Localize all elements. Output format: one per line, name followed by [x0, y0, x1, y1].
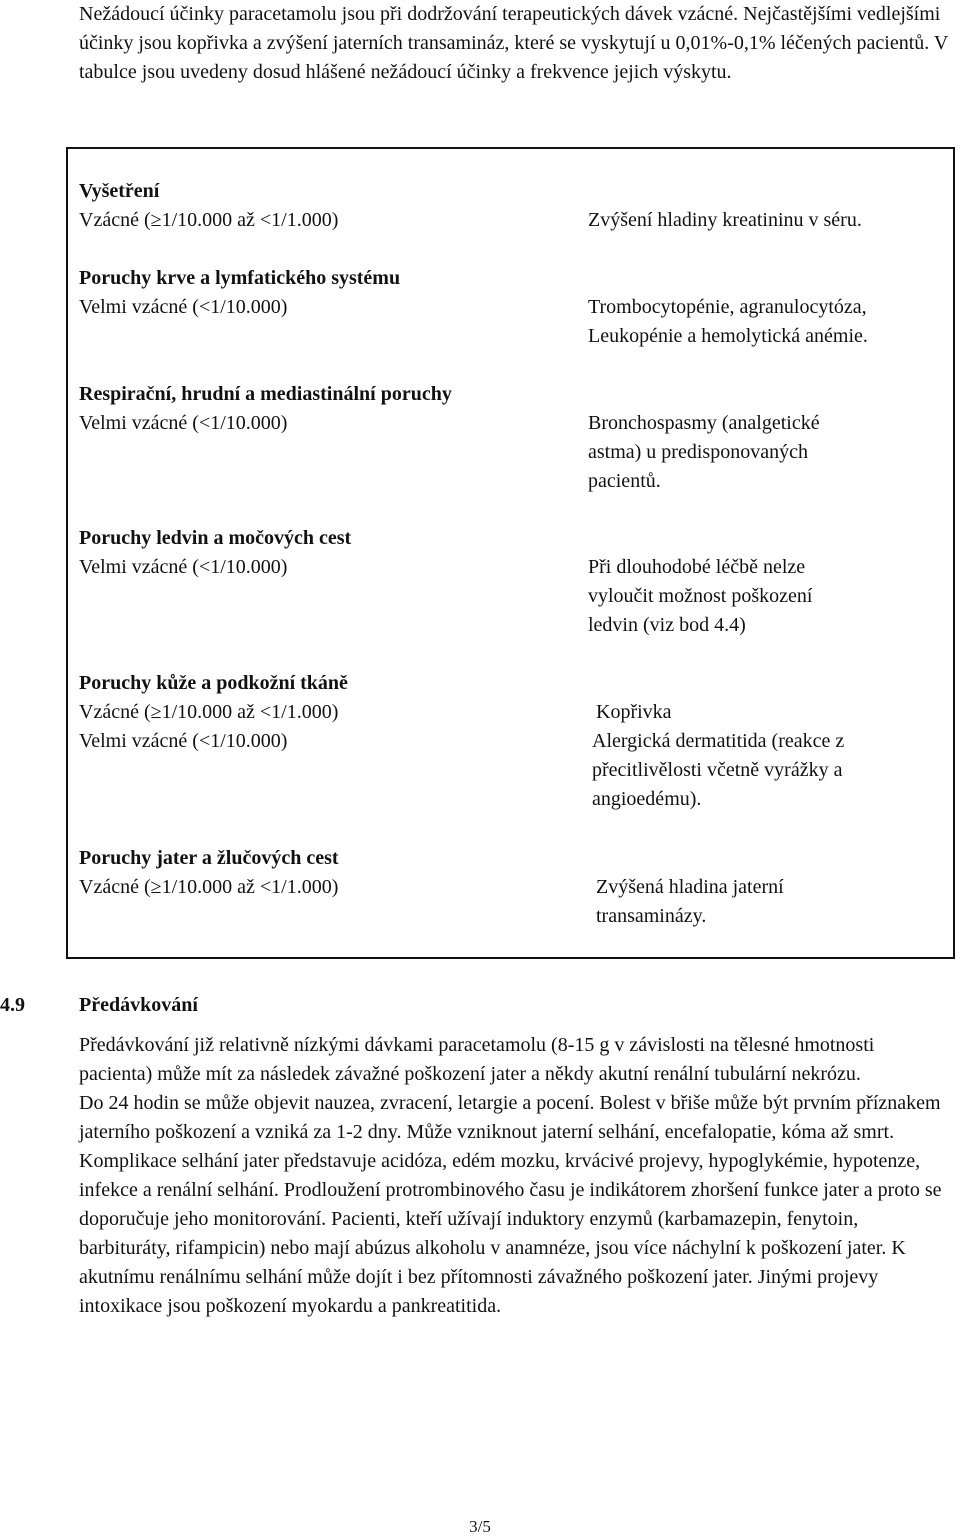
table-row-left: [79, 669, 559, 756]
page-number: 3/5: [469, 1517, 491, 1536]
row-effect: transaminázy.: [596, 905, 707, 927]
row-effect: Kopřivka: [596, 701, 672, 723]
row-frequency: Velmi vzácné (<1/10.000): [79, 296, 288, 318]
row-frequency: Vzácné (≥1/10.000 až <1/1.000): [79, 701, 339, 723]
section-title: Předávkování: [79, 994, 198, 1016]
row-effect: Zvýšená hladina jaterní: [596, 876, 784, 898]
row-effect: pacientů.: [588, 470, 661, 492]
section-paragraph: Do 24 hodin se může objevit nauzea, zvracení, letargie a pocení. Bolest v břiše může být prvním příznakem jaterního poškození a vzniká za 1-2 dny. Může vzniknout jaterní selhání, encefalopatie, kóma až smrt. Komplikace selhání jater představuje acidóza, edém mozku, krvácivé projevy, hypoglykémie, hypotenze, infekce a renální selhání. Prodloužení protrombinového času je indikátorem zhoršení funkce jater a proto se doporučuje jeho monitorování. Pacienti, kteří užívají induktory enzymů (karbamazepin, fenytoin, barbituráty, rifampicin) nebo mají abúzus alkoholu v anamnéze, jsou více náchylní k poškození jater. K akutnímu renálnímu selhání může dojít i bez přítomnosti závažného poškození jater. Jinými projevy intoxikace jsou poškození myokardu a pankreatitida.: [79, 1092, 942, 1317]
row-category: Poruchy kůže a podkožní tkáně: [79, 672, 348, 694]
row-effect: Bronchospasmy (analgetické: [588, 412, 820, 434]
row-effect: Při dlouhodobé léčbě nelze: [588, 556, 806, 578]
row-effect: Alergická dermatitida (reakce z: [592, 730, 845, 752]
row-frequency: Velmi vzácné (<1/10.000): [79, 412, 288, 434]
table-row-right: [588, 409, 958, 496]
section-number: 4.9: [0, 994, 25, 1016]
table-row-right: [588, 293, 958, 351]
row-effect: Trombocytopénie, agranulocytóza,: [588, 296, 867, 318]
table-row-right: [588, 553, 958, 640]
intro-text: [79, 0, 949, 87]
row-effect: ledvin (viz bod 4.4): [588, 614, 746, 636]
table-row-left: [79, 524, 559, 582]
table-row-right: [588, 206, 958, 235]
table-row-left: [79, 844, 559, 902]
row-effect: přecitlivělosti včetně vyrážky a: [592, 759, 843, 781]
table-row-left: [79, 380, 559, 438]
row-category: Vyšetření: [79, 180, 160, 202]
table-row-left: [79, 264, 559, 322]
row-effect: Leukopénie a hemolytická anémie.: [588, 325, 868, 347]
table-row-right: [592, 698, 960, 814]
row-category: Poruchy jater a žlučových cest: [79, 847, 339, 869]
row-category: Respirační, hrudní a mediastinální poruchy: [79, 383, 452, 405]
row-effect: Zvýšení hladiny kreatininu v séru.: [588, 209, 862, 231]
row-effect: angioedému).: [592, 788, 702, 810]
adverse-effects-table: [66, 147, 955, 959]
row-frequency: Velmi vzácné (<1/10.000): [79, 556, 288, 578]
row-category: Poruchy ledvin a močových cest: [79, 527, 352, 549]
table-row-right: [596, 873, 960, 931]
row-effect: astma) u predisponovaných: [588, 441, 808, 463]
table-row-left: [79, 177, 559, 235]
section-paragraph: Předávkování již relativně nízkými dávkami paracetamolu (8-15 g v závislosti na tělesné hmotnosti pacienta) může mít za následek závažné poškození jater a někdy akutní renální tubulární nekrózu.: [79, 1034, 875, 1085]
row-effect: vyloučit možnost poškození: [588, 585, 813, 607]
row-frequency: Vzácné (≥1/10.000 až <1/1.000): [79, 876, 339, 898]
row-category: Poruchy krve a lymfatického systému: [79, 267, 401, 289]
section-body: [79, 1031, 949, 1321]
row-frequency: Vzácné (≥1/10.000 až <1/1.000): [79, 209, 339, 231]
row-frequency: Velmi vzácné (<1/10.000): [79, 730, 288, 752]
intro-paragraph: Nežádoucí účinky paracetamolu jsou při dodržování terapeutických dávek vzácné. Nejčastějšími vedlejšími účinky jsou kopřivka a zvýšení jaterních transamináz, které se vyskytují u 0,01%-0,1% léčených pacientů. V tabulce jsou uvedeny dosud hlášené nežádoucí účinky a frekvence jejich výskytu.: [79, 3, 949, 83]
